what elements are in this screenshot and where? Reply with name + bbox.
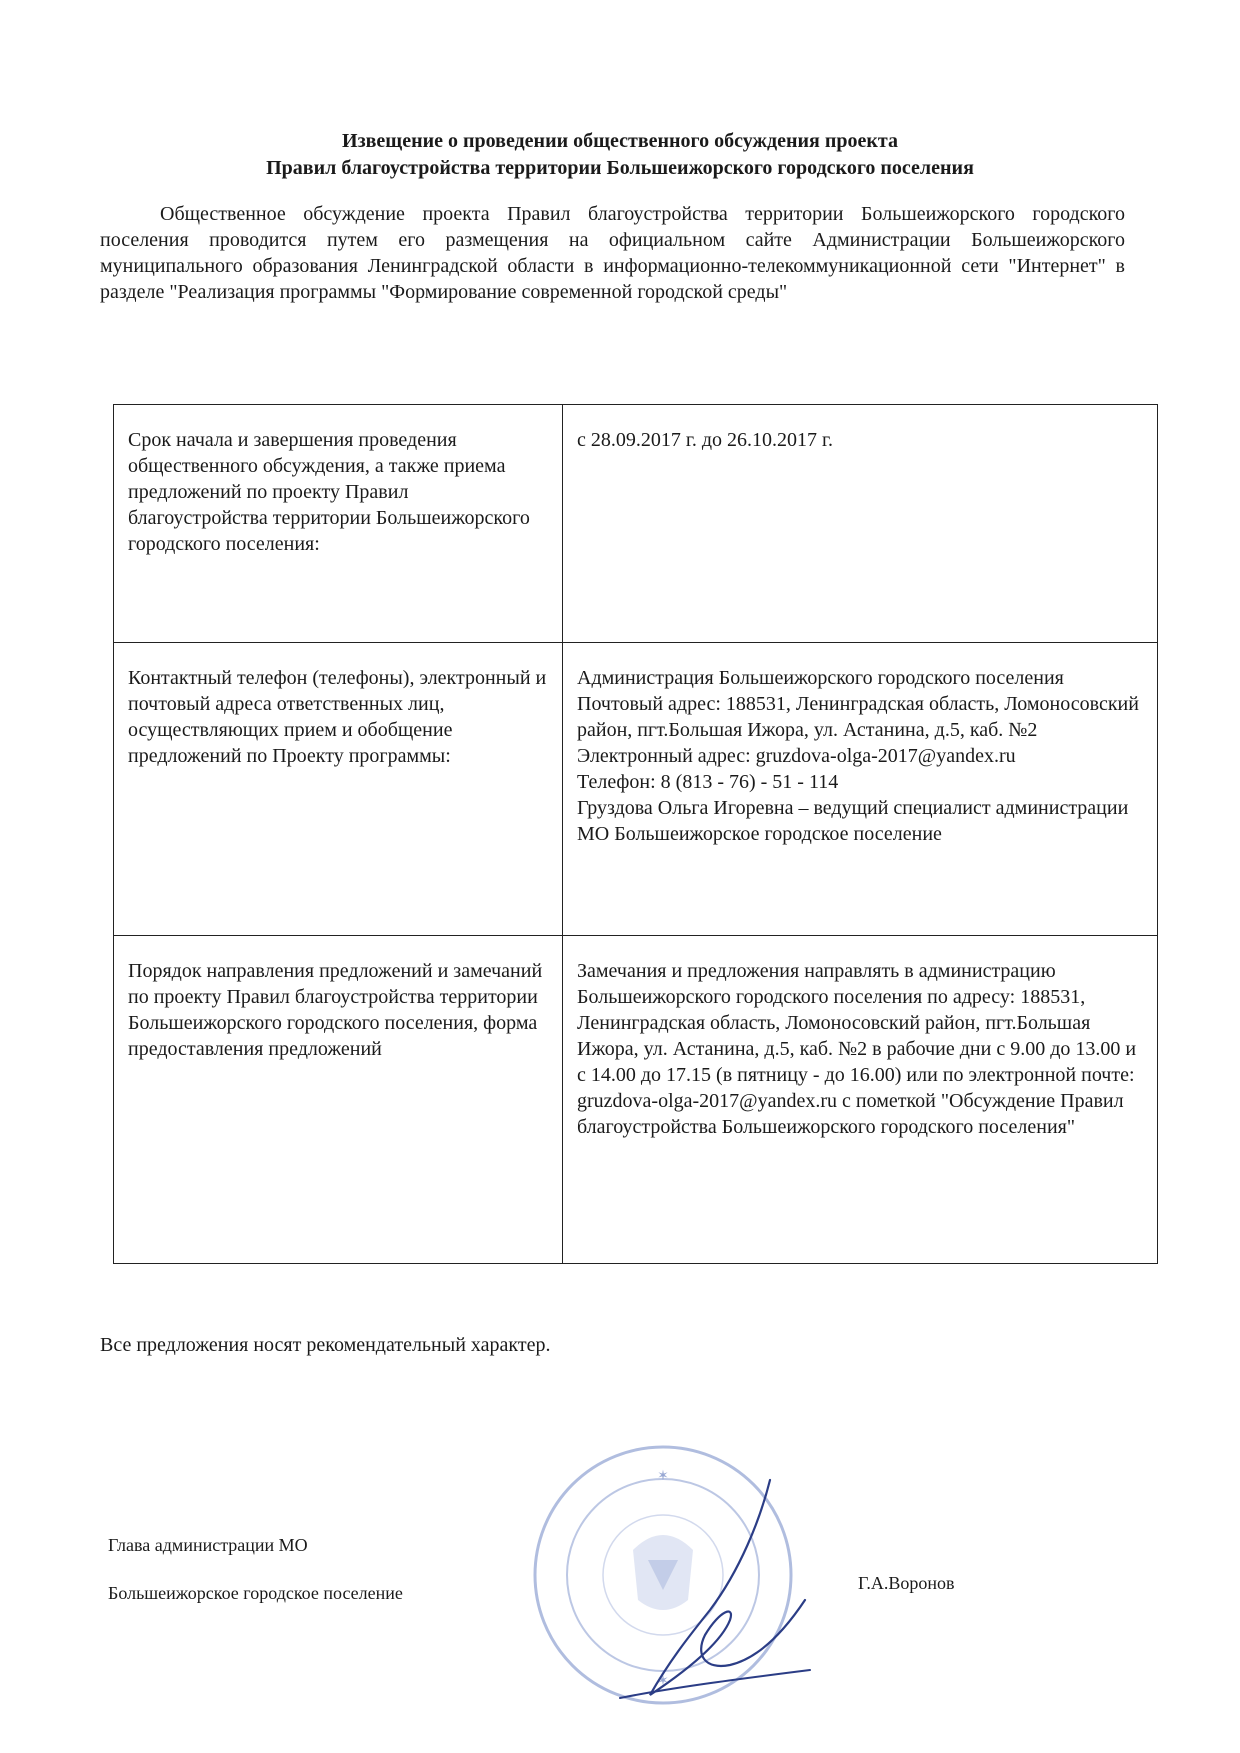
table-row <box>114 936 1158 1264</box>
period-label: Срок начала и завершения проведения общественного обсуждения, а также приема предложений по проекту Правил благоустройства территории Большеижорского городского поселения: <box>114 405 563 643</box>
document-title <box>100 128 1140 182</box>
signatory-position-line-2: Большеижорское городское поселение <box>108 1583 403 1603</box>
handwritten-signature-icon <box>610 1460 820 1710</box>
svg-text:✶: ✶ <box>657 1672 669 1688</box>
title-line-1: Извещение о проведении общественного обсуждения проекта <box>342 130 898 152</box>
info-table <box>113 404 1158 1264</box>
contacts-label: Контактный телефон (телефоны), электронный и почтовый адреса ответственных лиц, осуществляющих прием и обобщение предложений по Проекту программы: <box>114 643 563 936</box>
table-row <box>114 643 1158 936</box>
signatory-name: Г.А.Воронов <box>858 1573 955 1593</box>
contacts-value: Администрация Большеижорского городского поселения Почтовый адрес: 188531, Ленинградская область, Ломоносовский район, пгт.Большая Ижора, ул. Астанина, д.5, каб. №2 Электронный адрес: gruzdova-olga-2017@yandex.ru Телефон: 8 (813 - 76) - 51 - 114 Груздова Ольга Игоревна – ведущий специалист администрации МО Большеижорское городское поселение <box>563 643 1158 936</box>
period-value: с 28.09.2017 г. до 26.10.2017 г. <box>563 405 1158 643</box>
intro-paragraph: Общественное обсуждение проекта Правил благоустройства территории Большеижорского городского поселения проводится путем его размещения на официальном сайте Администрации Большеижорского муниципального образования Ленинградской области в информационно-телекоммуникационной сети "Интернет" в разделе "Реализация программы "Формирование современной городской среды" <box>100 203 1125 303</box>
svg-text:✶: ✶ <box>657 1467 669 1483</box>
table-row <box>114 405 1158 643</box>
procedure-label: Порядок направления предложений и замечаний по проекту Правил благоустройства территории Большеижорского городского поселения, форма предоставления предложений <box>114 936 563 1264</box>
footer-note: Все предложения носят рекомендательный характер. <box>100 1334 551 1356</box>
procedure-value: Замечания и предложения направлять в администрацию Большеижорского городского поселения по адресу: 188531, Ленинградская область, Ломоносовский район, пгт.Большая Ижора, ул. Астанина, д.5, каб. №2 в рабочие дни с 9.00 до 13.00 и с 14.00 до 17.15 (в пятницу - до 16.00) или по электронной почте: gruzdova-olga-2017@yandex.ru с пометкой "Обсуждение Правил благоустройства Большеижорского городского поселения" <box>563 936 1158 1264</box>
title-line-2: Правил благоустройства территории Большеижорского городского поселения <box>266 157 974 179</box>
signatory-position-line-1: Глава администрации МО <box>108 1535 308 1555</box>
